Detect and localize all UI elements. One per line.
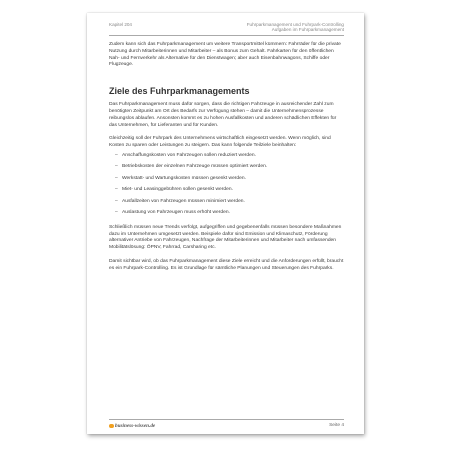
intro-paragraph: Zudem kann sich das Fuhrparkmanagement um weitere Transportmittel kümmern: Fahrräder für die private Nutzung durch Mitarbeiterinnen und Mitarbeiter – als Bonus zum Gehalt. Fahrkarten für den öffentlichen Nah- und Fernverkehr als Alternative für den Dienstwagen; aber auch Eisenbahnwagons, Schiffe oder Flugzeuge. (109, 42, 341, 68)
header-divider (109, 35, 344, 36)
list-item: – Betriebskosten der einzelnen Fahrzeuge müssen optimiert werden. (115, 164, 345, 171)
logo-text: business-wissen.de (115, 423, 156, 429)
paragraph-4: Damit sichtbar wird, ob das Fuhrparkmanagement diese Ziele erreicht und die Anforderungen erfüllt, braucht es ein Fuhrpark-Controlling. Es ist Grundlage für sämtliche Planungen und Steuerungen des Fuhrparks. (109, 258, 344, 271)
header-chapter: Kapitel 204 (109, 22, 132, 27)
list-item: – Miet- und Leasinggebühren sollen gesenkt werden. (115, 187, 345, 194)
list-item: – Auslastung von Fahrzeugen muss erhöht werden. (115, 210, 345, 217)
header-title (247, 22, 344, 33)
section-heading: Ziele des Fuhrparkmanagements (109, 86, 250, 97)
list-item: – Werkstatt- und Wartungskosten müssen gesenkt werden. (115, 176, 345, 183)
page-number: Seite 4 (329, 423, 344, 428)
page-content (109, 42, 345, 273)
paragraph-3: Schließlich müssen neue Trends verfolgt, aufgegriffen und gegebenenfalls müssen besondere Maßnahmen dazu im Unternehmen umgesetzt werden. Beispiele dafür sind Emission und Klimaschutz, Förderung alternativer Antriebe von Fahrzeugen, Nachfrage der Mitarbeiterinnen und Mitarbeiter nach umfassenden Mobilitätslösung: ÖPNV, Fahrrad, Carsharing etc. (109, 224, 342, 251)
page-footer (109, 423, 344, 431)
paragraph-2: Gleichzeitig soll der Fuhrpark des Unternehmens wirtschaftlich eingesetzt werden. Wenn möglich, sind Kosten zu sparen oder Leistungen zu steigern. Das kann folgende Teilziele beinhalten: (109, 136, 331, 149)
document-page (87, 13, 364, 434)
list-item: – Ausfallzeiten von Fahrzeugen müssen minimiert werden. (115, 199, 345, 206)
logo-dot-icon (109, 424, 114, 429)
header-title-line2: Aufgaben im Fuhrparkmanagement (271, 27, 344, 33)
footer-logo (109, 423, 155, 429)
list-item: – Anschaffungskosten von Fahrzeugen sollen reduziert werden. (115, 153, 345, 160)
header-title-line1: Fuhrparkmanagement und Fuhrpark-Controlling (246, 22, 344, 27)
paragraph-1: Das Fuhrparkmanagement muss dafür sorgen, dass die richtigen Fahrzeuge in ausreichender Zahl zum benötigten Zeitpunkt am Ort des Bedarfs zur Verfügung stehen – damit die Unternehmensprozesse reibungslos ablaufen. Ansonsten kommt es zu hohen Ausfallkosten und anderen schädlichen Effekten für das Unternehmen, für Lieferanten und für Kunden. (109, 102, 337, 128)
footer-divider (109, 419, 344, 420)
goals-list (109, 153, 345, 217)
